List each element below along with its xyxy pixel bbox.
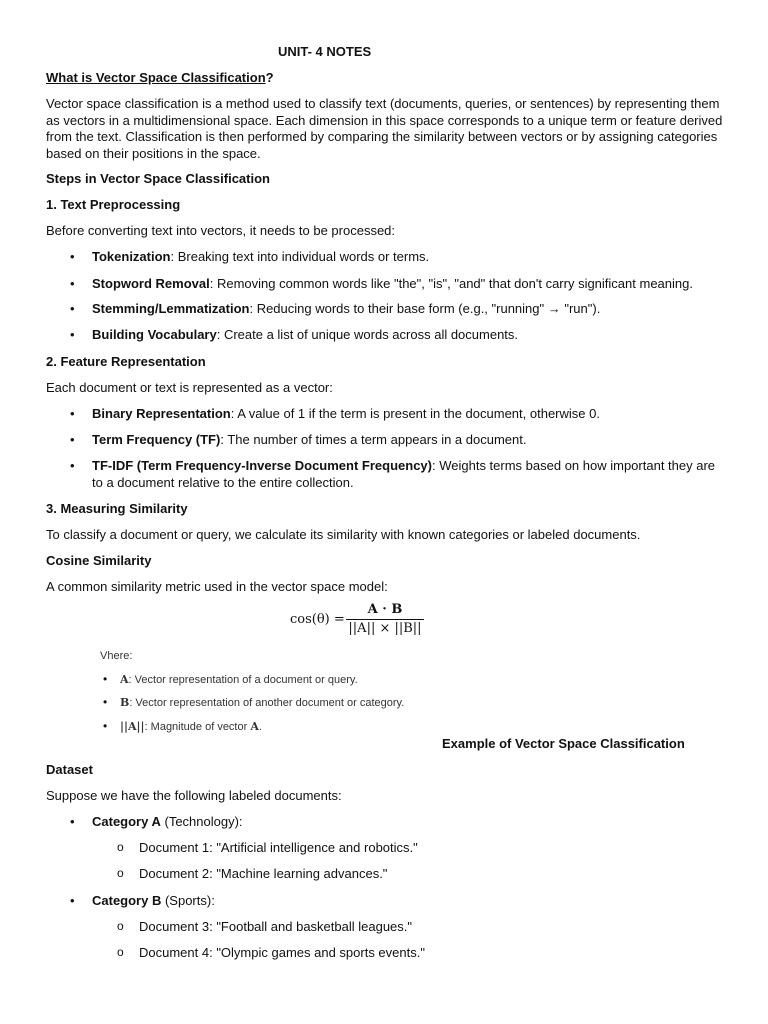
dataset-heading: Dataset — [46, 762, 93, 777]
bullet: • — [70, 249, 75, 264]
intro-paragraph: Vector space classification is a method used to classify text (documents, queries, or sentences) by representing them as vectors in a multidimensional space. Each dimension in this space corresponds to a unique term or feature derived from the text. Classification is then performed by comparing the similarity between vectors or by assigning categories based on their positions in the space. — [46, 96, 723, 161]
item-desc: : The number of times a term appears in a document. — [220, 432, 527, 447]
document-4: Document 4: "Olympic games and sports events." — [139, 945, 425, 960]
symbol-a: A — [250, 720, 259, 733]
item-desc: : Reducing words to their base form (e.g., "running" → "run"). — [249, 301, 601, 316]
question-heading — [46, 70, 274, 87]
example-heading: Example of Vector Space Classification — [442, 736, 685, 751]
where-item-b — [120, 696, 404, 709]
symbol-b: B — [120, 696, 130, 709]
symbol-a: A — [120, 673, 129, 686]
list-item-stopword-removal — [92, 276, 732, 293]
category-b — [92, 893, 215, 910]
bullet: • — [103, 719, 108, 733]
formula-denominator: ||A|| × ||B|| — [348, 621, 422, 636]
item-term: Building Vocabulary — [92, 327, 217, 342]
section-1-lead: Before converting text into vectors, it needs to be processed: — [46, 223, 396, 238]
cosine-lead: A common similarity metric used in the vector space model: — [46, 579, 388, 594]
document-1: Document 1: "Artificial intelligence and robotics." — [139, 840, 418, 855]
steps-heading: Steps in Vector Space Classification — [46, 171, 270, 186]
item-term: Tokenization — [92, 249, 171, 264]
sub-bullet: o — [117, 866, 124, 880]
sub-bullet: o — [117, 919, 124, 933]
item-term: Term Frequency (TF) — [92, 432, 221, 447]
item-desc: : Weights terms based on how important they are to a document relative to the entire collection. — [92, 458, 716, 490]
bullet: • — [70, 458, 75, 473]
bullet: • — [70, 432, 75, 447]
where-desc: : Vector representation of another document or category. — [129, 697, 405, 709]
section-3-heading: 3. Measuring Similarity — [46, 501, 188, 516]
cosine-heading: Cosine Similarity — [46, 553, 152, 568]
where-desc: : Vector representation of a document or query. — [128, 674, 358, 686]
page-title: UNIT- 4 NOTES — [278, 44, 372, 59]
list-item-vocabulary — [92, 327, 732, 344]
item-desc: : Breaking text into individual words or terms. — [170, 249, 430, 264]
item-desc: : A value of 1 if the term is present in the document, otherwise 0. — [230, 406, 600, 421]
where-item-magnitude — [120, 720, 262, 733]
list-item-tfidf — [92, 458, 724, 491]
section-1-heading: 1. Text Preprocessing — [46, 197, 181, 212]
category-a — [92, 814, 243, 831]
section-2-heading: 2. Feature Representation — [46, 354, 206, 369]
item-term: Binary Representation — [92, 406, 231, 421]
list-item-binary — [92, 406, 732, 423]
category-label: (Technology): — [160, 814, 243, 829]
formula-fraction — [346, 602, 424, 636]
list-item-stemming — [92, 301, 732, 318]
bullet: • — [70, 893, 75, 908]
where-label: Vhere: — [100, 650, 133, 662]
section-3-lead: To classify a document or query, we calculate its similarity with known categories or labeled documents. — [46, 527, 641, 542]
bullet: • — [70, 406, 75, 421]
where-end: . — [258, 721, 262, 733]
item-term: TF-IDF (Term Frequency-Inverse Document Frequency) — [92, 458, 432, 473]
question-mark: ? — [265, 70, 274, 85]
list-item-tf — [92, 432, 732, 449]
where-item-a — [120, 673, 358, 686]
sub-bullet: o — [117, 945, 124, 959]
bullet: • — [70, 327, 75, 342]
category-name: Category A — [92, 814, 161, 829]
bullet: • — [103, 672, 108, 686]
formula-numerator: A · B — [346, 602, 424, 620]
bullet: • — [70, 276, 75, 291]
item-desc: : Create a list of unique words across all documents. — [216, 327, 519, 342]
dataset-lead: Suppose we have the following labeled documents: — [46, 788, 342, 803]
document-2: Document 2: "Machine learning advances." — [139, 866, 388, 881]
where-desc: : Magnitude of vector — [144, 721, 251, 733]
symbol-magnitude: ||A|| — [120, 720, 145, 733]
item-term: Stemming/Lemmatization — [92, 301, 250, 316]
category-name: Category B — [92, 893, 162, 908]
formula-lhs: cos(θ) = — [290, 612, 345, 627]
document-3: Document 3: "Football and basketball leagues." — [139, 919, 413, 934]
bullet: • — [70, 814, 75, 829]
question-heading-text: What is Vector Space Classification — [46, 70, 266, 85]
category-label: (Sports): — [161, 893, 215, 908]
section-2-lead: Each document or text is represented as a vector: — [46, 380, 333, 395]
bullet: • — [70, 301, 75, 316]
bullet: • — [103, 695, 108, 709]
list-item-tokenization — [92, 249, 732, 266]
item-term: Stopword Removal — [92, 276, 210, 291]
sub-bullet: o — [117, 840, 124, 854]
item-desc: : Removing common words like "the", "is", "and" that don't carry significant meaning. — [209, 276, 693, 291]
